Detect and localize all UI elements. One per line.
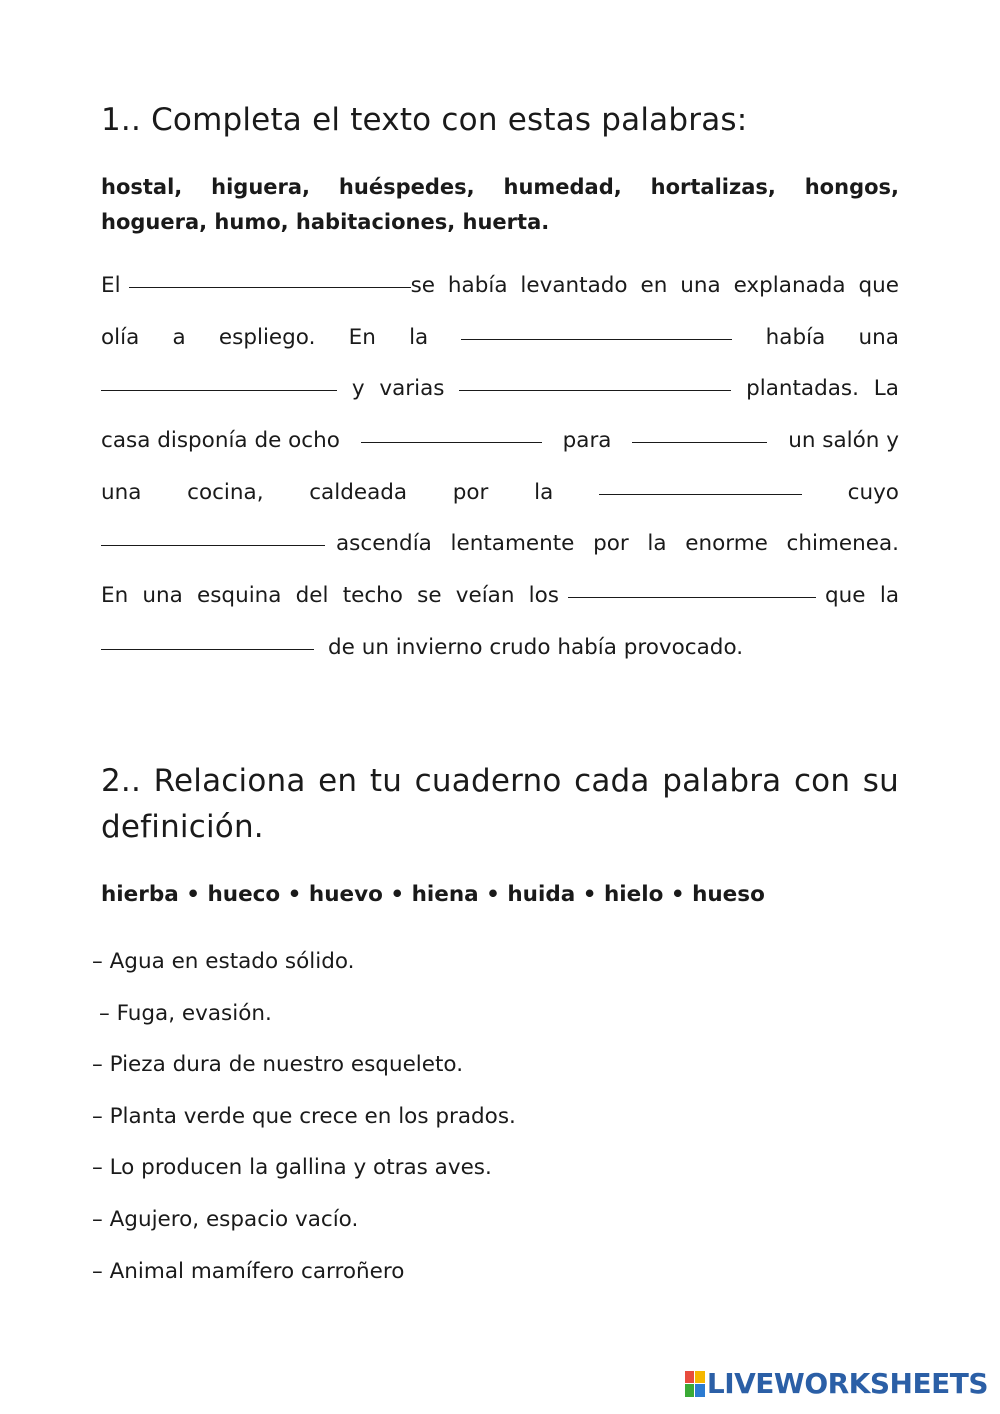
text: olía — [101, 324, 140, 350]
liveworksheets-logo-icon — [685, 1371, 705, 1397]
text: de un invierno crudo había provocado. — [328, 634, 744, 660]
text: había — [765, 324, 826, 350]
text: casa disponía de ocho — [101, 428, 340, 454]
logo-square — [685, 1384, 695, 1397]
paragraph-line-8 — [101, 622, 899, 674]
text: cuyo — [847, 479, 899, 505]
text: una — [858, 324, 899, 350]
blank-hortalizas[interactable] — [459, 389, 731, 391]
definition-item: – Pieza dura de nuestro esqueleto. — [92, 1052, 464, 1078]
text: espliego. — [218, 324, 316, 350]
definition-item: – Agujero, espacio vacío. — [92, 1206, 359, 1232]
paragraph-line-5 — [101, 467, 899, 519]
logo-square — [685, 1371, 695, 1384]
exercise-1-paragraph — [101, 260, 899, 674]
blank-humo[interactable] — [101, 544, 325, 546]
text: una — [101, 479, 142, 505]
logo-square — [695, 1371, 705, 1384]
text: que la — [825, 583, 899, 609]
word-bank-line-2: hoguera, humo, habitaciones, huerta. — [101, 210, 550, 234]
text: un salón y — [788, 428, 899, 454]
text: cocina, — [187, 479, 264, 505]
word-bank-line-1: hostal, higuera, huéspedes, humedad, hortalizas, hongos, — [101, 175, 899, 199]
paragraph-line-1 — [101, 260, 899, 312]
text: ascendía lentamente por la enorme chimenea. — [336, 531, 899, 557]
definitions-list — [92, 936, 912, 1297]
blank-hoguera[interactable] — [599, 493, 802, 495]
exercise-1-word-bank — [101, 170, 899, 240]
liveworksheets-logo[interactable] — [685, 1367, 988, 1400]
text: la — [409, 324, 429, 350]
text: En una esquina del techo se veían los — [101, 583, 559, 609]
paragraph-line-7 — [101, 570, 899, 622]
blank-habitaciones[interactable] — [361, 441, 542, 443]
definition-item: – Agua en estado sólido. — [92, 949, 355, 974]
text: varias — [379, 376, 445, 402]
text: por — [452, 479, 489, 505]
text: para — [562, 428, 612, 454]
text: El — [101, 273, 121, 298]
exercise-2-word-bank: hierba • hueco • huevo • hiena • huida • hielo • hueso — [101, 882, 765, 907]
text: En — [348, 324, 376, 350]
logo-text: LIVEWORKSHEETS — [706, 1367, 988, 1400]
text: La — [873, 376, 899, 402]
paragraph-line-6 — [101, 518, 899, 570]
exercise-1-title: 1.. Completa el texto con estas palabras: — [101, 102, 748, 138]
paragraph-line-4 — [101, 415, 899, 467]
text: la — [534, 479, 554, 505]
definition-item: – Lo producen la gallina y otras aves. — [92, 1155, 492, 1181]
logo-square — [695, 1384, 705, 1397]
blank-humedad[interactable] — [101, 648, 314, 650]
definition-item: – Planta verde que crece en los prados. — [92, 1103, 516, 1129]
text: se había levantado en una explanada que — [410, 273, 899, 298]
text: caldeada — [309, 479, 408, 505]
blank-hongos[interactable] — [568, 596, 816, 598]
blank-huerta[interactable] — [461, 338, 732, 340]
text: plantadas. — [746, 376, 859, 402]
text: a — [172, 324, 186, 350]
text: y — [351, 376, 365, 402]
exercise-2-title: 2.. Relaciona en tu cuaderno cada palabra con su definición. — [101, 763, 899, 845]
blank-huespedes[interactable] — [632, 441, 767, 443]
definition-item: – Animal mamífero carroñero — [92, 1258, 405, 1284]
definition-item: – Fuga, evasión. — [99, 1000, 272, 1026]
paragraph-line-2 — [101, 312, 899, 364]
blank-higuera[interactable] — [101, 389, 337, 391]
paragraph-line-3 — [101, 363, 899, 415]
blank-hostal[interactable] — [129, 286, 411, 288]
